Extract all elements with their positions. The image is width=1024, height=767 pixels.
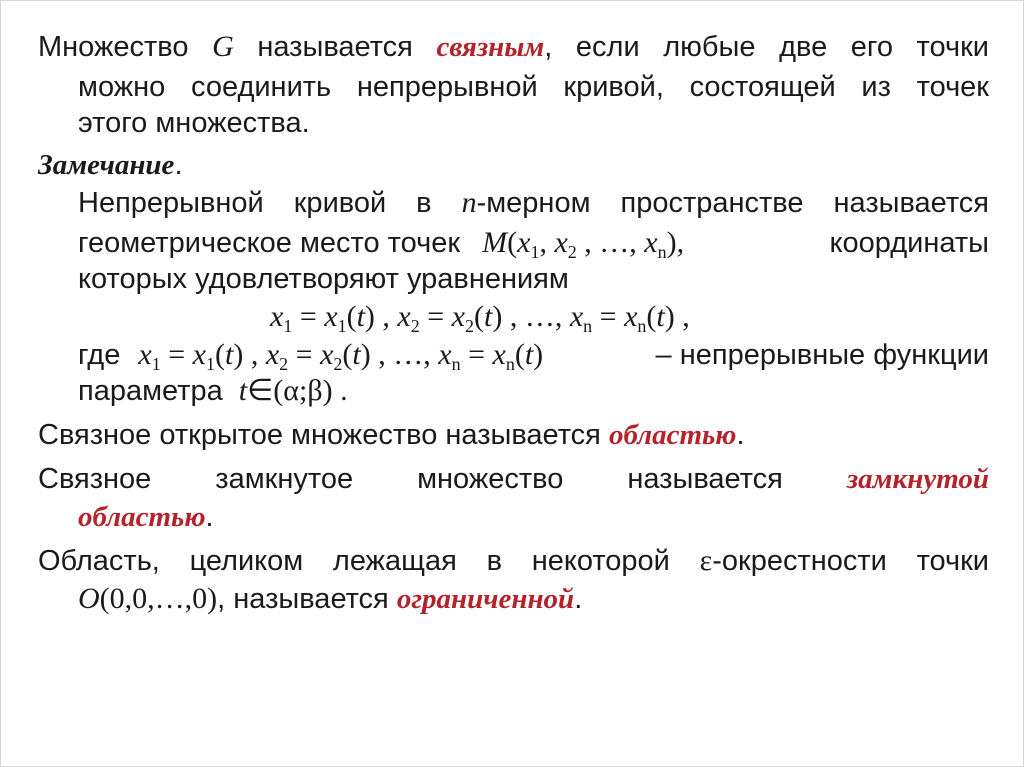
math-var: t (352, 338, 361, 371)
math-op: = (592, 300, 625, 333)
punctuation: . (174, 149, 183, 181)
math-index: 2 (465, 316, 474, 336)
math-op: ( (342, 338, 353, 371)
math-op: ∈ (247, 374, 274, 407)
math-var: t (524, 338, 534, 371)
math-index: 1 (530, 242, 540, 262)
remark-line-1 (78, 186, 989, 220)
math-var: x (138, 338, 152, 371)
math-op: , (629, 226, 645, 259)
math-index: 2 (333, 354, 343, 374)
text: Связное открытое множество называется (38, 419, 601, 451)
curve-equations: $x_1 = x_1(t)$ , $x_2 = x_2(t)$ , …, $x_n = x_n(t)$ , (270, 300, 690, 336)
math-var: x (397, 300, 411, 333)
math-index: 2 (410, 316, 420, 336)
math-index: n (583, 316, 593, 336)
math-op: ( (273, 374, 284, 407)
text: Связное (38, 463, 152, 495)
math-var: x (438, 338, 452, 371)
set-symbol: G (212, 30, 234, 63)
math-var: M (482, 226, 508, 259)
math-op: ) (492, 300, 503, 333)
math-op: ( (214, 338, 225, 371)
remark-line-5 (78, 338, 989, 372)
text: – непрерывные функции (655, 339, 989, 371)
math-index: n (657, 242, 667, 262)
term-domain: областью (608, 419, 737, 451)
term-bounded: ограниченной (396, 583, 575, 615)
math-op: ( (474, 300, 484, 333)
term-domain: областью (78, 501, 206, 533)
math-var: x (324, 300, 338, 333)
math-var: t (484, 300, 493, 333)
math-op: ) (360, 338, 371, 371)
remark-heading (38, 148, 183, 182)
punctuation: . (205, 501, 214, 533)
term-closed: замкнутой (846, 463, 990, 495)
text: Область, целиком лежащая в некоторой (38, 545, 670, 577)
math-var: t (356, 300, 365, 333)
math-op: ) (664, 300, 675, 333)
math-op: = (288, 338, 321, 371)
math-op: ) (364, 300, 375, 333)
text: координаты (829, 227, 989, 259)
text: называется (627, 463, 783, 495)
definition-closed-domain-line-1 (38, 462, 989, 496)
math-op: (0,0,…,0) (99, 582, 218, 615)
text: множество (417, 463, 564, 495)
text: Непрерывной кривой в (78, 187, 432, 219)
text: где (78, 339, 121, 371)
math-op: , (584, 226, 600, 259)
definition-connected-line-3: этого множества. (78, 107, 310, 139)
math-var: x (270, 300, 284, 333)
math-var: t (224, 338, 234, 371)
term-connected: связным (436, 31, 545, 63)
math-op: ; (299, 374, 308, 407)
math-op: ( (346, 300, 357, 333)
punctuation: . (736, 419, 745, 451)
math-var: x (569, 300, 584, 333)
math-index: 2 (279, 354, 289, 374)
punctuation: . (574, 583, 583, 615)
math-op: ( (514, 338, 525, 371)
math-op: … (393, 338, 424, 371)
remark-line-6 (78, 374, 348, 408)
math-op: , (539, 226, 555, 259)
text: , называется (217, 583, 389, 615)
text: , если любые две его точки (544, 31, 990, 63)
definition-connected-line-2: можно соединить непрерывной кривой, состоящей из точек (78, 71, 989, 103)
math-var: x (644, 226, 658, 259)
text: замкнутое (215, 463, 354, 495)
text: -окрестности точки (712, 545, 990, 577)
remark-line-3: которых удовлетворяют уравнениям (78, 263, 569, 295)
definition-bounded-line-1 (38, 544, 989, 578)
math-op: ) (666, 226, 677, 259)
math-op: = (460, 338, 493, 371)
point-formula: $M(x_1$, $x_2$ , …, $x_n$), (482, 226, 685, 262)
math-op: ) (233, 338, 244, 371)
math-var: t (656, 300, 665, 333)
math-op: … (599, 226, 630, 259)
dimension-symbol: n (461, 186, 477, 219)
epsilon-symbol: ε (699, 544, 713, 577)
math-var: x (624, 300, 638, 333)
text: называется (257, 31, 413, 63)
math-op: … (524, 300, 555, 333)
definition-domain (38, 418, 745, 452)
math-index: n (505, 354, 515, 374)
text: параметра (78, 375, 223, 407)
math-index: n (451, 354, 461, 374)
math-index: 1 (337, 316, 347, 336)
math-op: = (292, 300, 325, 333)
origin-point (78, 582, 217, 615)
math-var: O (78, 582, 100, 615)
math-var: x (320, 338, 334, 371)
math-index: 1 (151, 354, 161, 374)
math-var: x (517, 226, 531, 259)
math-var: x (451, 300, 465, 333)
math-op: ) (533, 338, 544, 371)
math-index: 1 (283, 316, 293, 336)
math-op: ( (507, 226, 518, 259)
math-var: x (554, 226, 568, 259)
math-index: n (637, 316, 647, 336)
definition-closed-domain-line-2 (78, 500, 214, 534)
math-var: α (283, 374, 299, 407)
definition-connected-line-1 (38, 30, 989, 64)
math-op: ) . (322, 374, 348, 407)
math-var: x (192, 338, 206, 371)
definition-bounded-line-2 (78, 582, 582, 616)
math-op: = (160, 338, 193, 371)
math-index: 1 (205, 354, 215, 374)
parameter-range (239, 374, 348, 407)
math-var: x (265, 338, 280, 371)
remark-label: Замечание (38, 149, 175, 181)
math-var: t (238, 374, 248, 407)
remark-line-2 (78, 226, 989, 260)
math-op: ( (646, 300, 657, 333)
text: -мерном пространстве называется (476, 187, 989, 219)
math-var: x (492, 338, 506, 371)
text: геометрическое место точек (78, 227, 461, 259)
text: Множество (38, 31, 189, 63)
math-index: 2 (567, 242, 577, 262)
function-list: $x_1 = x_1(t)$ , $x_2 = x_2(t)$ , …, $x_n = x_n(t)$ (138, 338, 544, 374)
math-op: = (419, 300, 452, 333)
math-var: β (307, 374, 323, 407)
